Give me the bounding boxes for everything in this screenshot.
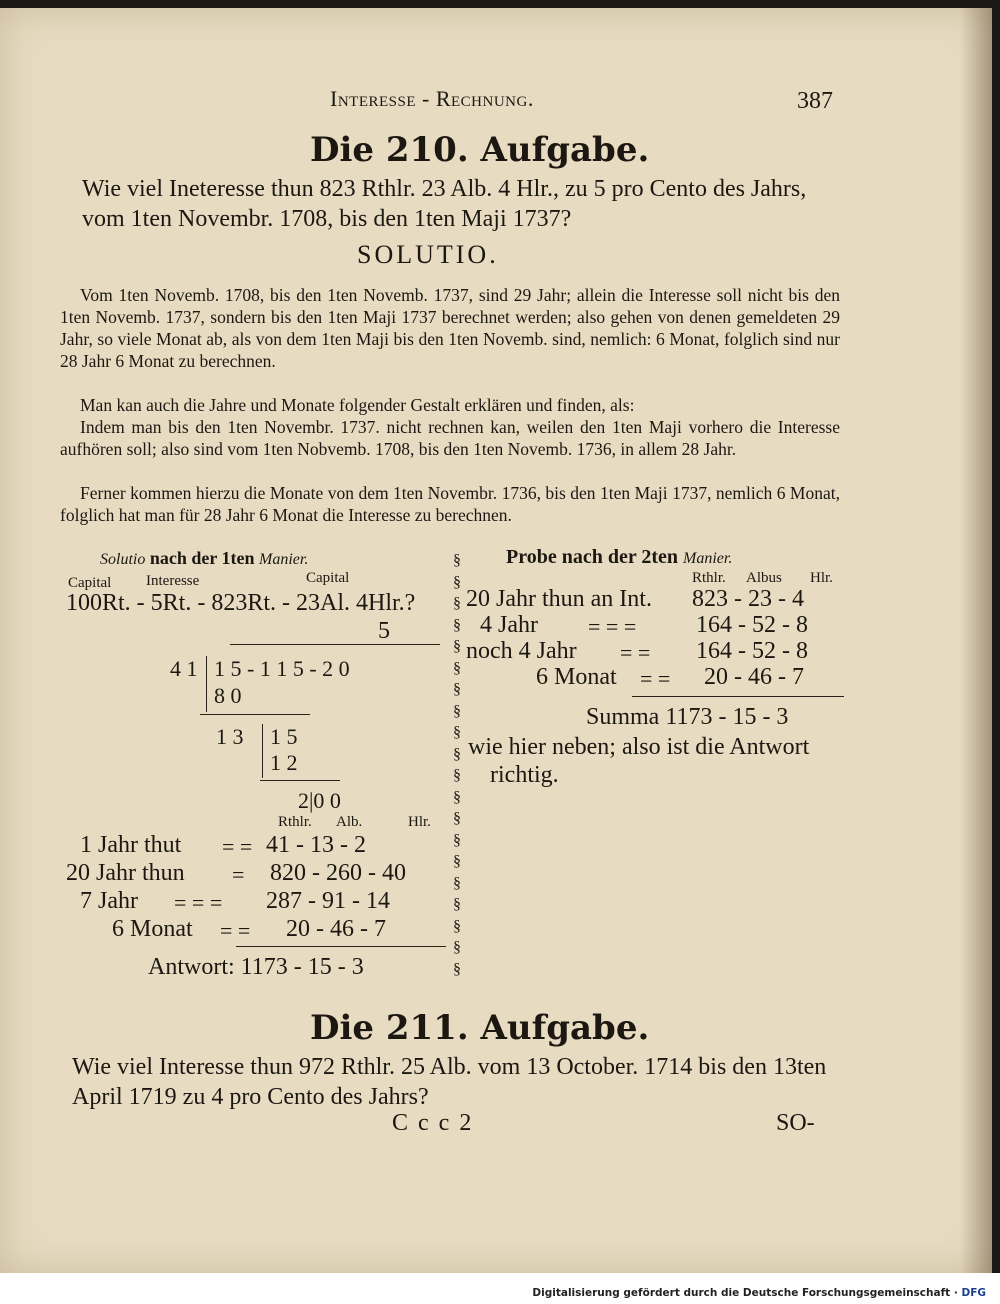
section-mark: § <box>453 724 461 741</box>
section-mark: § <box>453 659 461 677</box>
section-mark: § <box>453 552 461 569</box>
calc-rule <box>632 696 844 697</box>
right-calc-row-dots: = = = <box>588 614 637 639</box>
section-mark: § <box>453 939 461 956</box>
section-mark: § <box>453 853 461 870</box>
section-mark: § <box>453 681 461 698</box>
problem-211-heading: Die 211. Aufgabe. <box>310 1008 650 1048</box>
left-calc-row-dots: = <box>232 862 245 887</box>
problem-210-question: Wie viel Ineteresse thun 823 Rthlr. 23 Alb. 4 Hlr., zu 5 pro Cento des Jahrs, vom 1ten Novembr. 1708, bis den 1ten Maji 1737? <box>82 176 807 232</box>
book-page <box>0 8 992 1273</box>
solutio-paragraph: Indem man bis den 1ten Novembr. 1737. nicht rechnen kan, weilen den 1ten Maji vorhero die Interesse aufhören soll; also sind vom 1ten Nobvemb. 1708, bis den 1ten Novemb. 1736, in allem 28 Jahr. <box>60 417 840 459</box>
calc-rule <box>230 644 440 645</box>
footer-credit-text: Digitalisierung gefördert durch die Deutsche Forschungsgemeinschaft · <box>532 1287 958 1299</box>
divisor-13: 1 3 <box>216 724 244 749</box>
section-mark: § <box>453 616 461 634</box>
left-calc-answer: Antwort: 1173 - 15 - 3 <box>148 954 364 980</box>
calc-rule <box>260 780 340 781</box>
section-mark: § <box>453 573 461 591</box>
right-calc-row-value: 164 - 52 - 8 <box>696 638 808 664</box>
problem-210-heading: Die 210. Aufgabe. <box>310 130 650 170</box>
right-calc-summa: Summa 1173 - 15 - 3 <box>586 704 789 730</box>
unit-albus: Albus <box>746 570 782 586</box>
division-bar <box>206 656 207 712</box>
right-calc-row-value: 823 - 23 - 4 <box>692 586 804 612</box>
unit-rthlr: Rthlr. <box>692 570 726 586</box>
unit-hlr: Hlr. <box>810 570 833 586</box>
col-capital: Capital <box>68 575 112 591</box>
section-mark: § <box>453 638 461 655</box>
right-calc-title-manier: Manier. <box>683 550 733 567</box>
running-header: Interesse - Rechnung. <box>330 86 534 111</box>
right-calc-row-value: 164 - 52 - 8 <box>696 612 808 638</box>
right-calc-row-label: noch 4 Jahr <box>466 638 577 664</box>
left-calc-row-label: 7 Jahr <box>80 888 138 914</box>
problem-211-question: Wie viel Interesse thun 972 Rthlr. 25 Alb. vom 13 October. 1714 bis den 13ten April 1719 zu 4 pro Cento des Jahrs? <box>72 1054 827 1110</box>
section-mark-column <box>453 550 467 980</box>
left-calc-title-italic: Solutio <box>100 551 146 568</box>
left-calc-row-dots: = = <box>220 918 251 943</box>
solutio-paragraph: Vom 1ten Novemb. 1708, bis den 1ten Novemb. 1737, sind 29 Jahr; allein die Interesse soll nicht bis den 1ten Novemb. 1737, sondern bis den 1ten Maji 1737 berechnet werden; also gehen von denen gemeldeten 29 Jahr, so viele Monat ab, als von dem 1ten Maji bis den 1ten Novemb. sind, nemlich: 6 Monat, folglich sind nur 28 Jahr 6 Monat zu berechnen. <box>60 285 840 371</box>
left-calc-row-value: 287 - 91 - 14 <box>266 888 390 914</box>
left-calc-row-label: 1 Jahr thut <box>80 832 182 858</box>
division-row-1: 1 5 - 1 1 5 - 2 0 <box>214 656 350 681</box>
section-mark: § <box>453 767 461 784</box>
right-calc-row-value: 20 - 46 - 7 <box>704 664 804 690</box>
division-200: 2|0 0 <box>298 788 341 813</box>
dfg-logo: DFG <box>961 1287 986 1299</box>
catchword: SO- <box>776 1110 815 1136</box>
division-12: 1 2 <box>270 750 298 775</box>
divisor-41: 4 1 <box>170 656 198 681</box>
left-calc-row-dots: = = <box>222 834 253 859</box>
multiplier: 5 <box>378 618 390 644</box>
left-calc-row-dots: = = = <box>174 890 223 915</box>
section-mark: § <box>453 810 461 827</box>
section-mark: § <box>453 745 461 763</box>
section-mark: § <box>453 960 461 978</box>
left-calc-title <box>100 548 308 569</box>
unit-hlr: Hlr. <box>408 814 431 830</box>
rule-of-three-line: 100Rt. - 5Rt. - 823Rt. - 23Al. 4Hlr.? <box>66 590 416 616</box>
division-row-2: 8 0 <box>214 683 242 708</box>
section-mark: § <box>453 788 461 806</box>
page-number: 387 <box>797 88 833 114</box>
section-mark: § <box>453 595 461 612</box>
right-calc-row-dots: = = <box>640 666 671 691</box>
left-calc-row-value: 41 - 13 - 2 <box>266 832 366 858</box>
left-calc-title-manier: Manier. <box>259 551 309 568</box>
section-mark: § <box>453 896 461 913</box>
signature-mark: C c c 2 <box>392 1110 474 1136</box>
right-calc-conclusion: wie hier neben; also ist die Antwort <box>468 734 810 760</box>
left-calc-row-value: 20 - 46 - 7 <box>286 916 386 942</box>
right-calc-row-label: 6 Monat <box>536 664 617 690</box>
right-calc-row-dots: = = <box>620 640 651 665</box>
right-calc-row-label: 20 Jahr thun an Int. <box>466 586 652 612</box>
section-mark: § <box>453 831 461 849</box>
division-bar <box>262 724 263 778</box>
col-interesse: Interesse <box>146 573 200 589</box>
footer-credit <box>532 1287 986 1299</box>
solutio-paragraph: Man kan auch die Jahre und Monate folgender Gestalt erklären und finden, als: <box>80 395 635 415</box>
section-mark: § <box>453 874 461 892</box>
page-edge-shadow <box>960 8 992 1273</box>
division-15: 1 5 <box>270 724 298 749</box>
section-mark: § <box>453 917 461 935</box>
unit-rthlr: Rthlr. <box>278 814 312 830</box>
right-calc-title-main: Probe nach der 2ten <box>506 546 679 568</box>
col-capital-2: Capital <box>306 570 350 586</box>
left-calc-row-label: 6 Monat <box>112 916 193 942</box>
calc-rule <box>236 946 446 947</box>
calc-rule <box>200 714 310 715</box>
solutio-heading: SOLUTIO. <box>357 240 499 269</box>
right-calc-row-label: 4 Jahr <box>480 612 538 638</box>
left-calc-row-label: 20 Jahr thun <box>66 860 185 886</box>
left-calc-title-mid: nach der 1ten <box>149 548 255 568</box>
section-mark: § <box>453 702 461 720</box>
solutio-paragraph: Ferner kommen hierzu die Monate von dem 1ten Novembr. 1736, bis den 1ten Maji 1737, nemlich 6 Monat, folglich hat man für 28 Jahr 6 Monat die Interesse zu berechnen. <box>60 483 840 525</box>
left-calc-row-value: 820 - 260 - 40 <box>270 860 406 886</box>
right-calc-title <box>506 546 732 569</box>
right-calc-conclusion: richtig. <box>490 762 559 788</box>
unit-alb: Alb. <box>336 814 363 830</box>
